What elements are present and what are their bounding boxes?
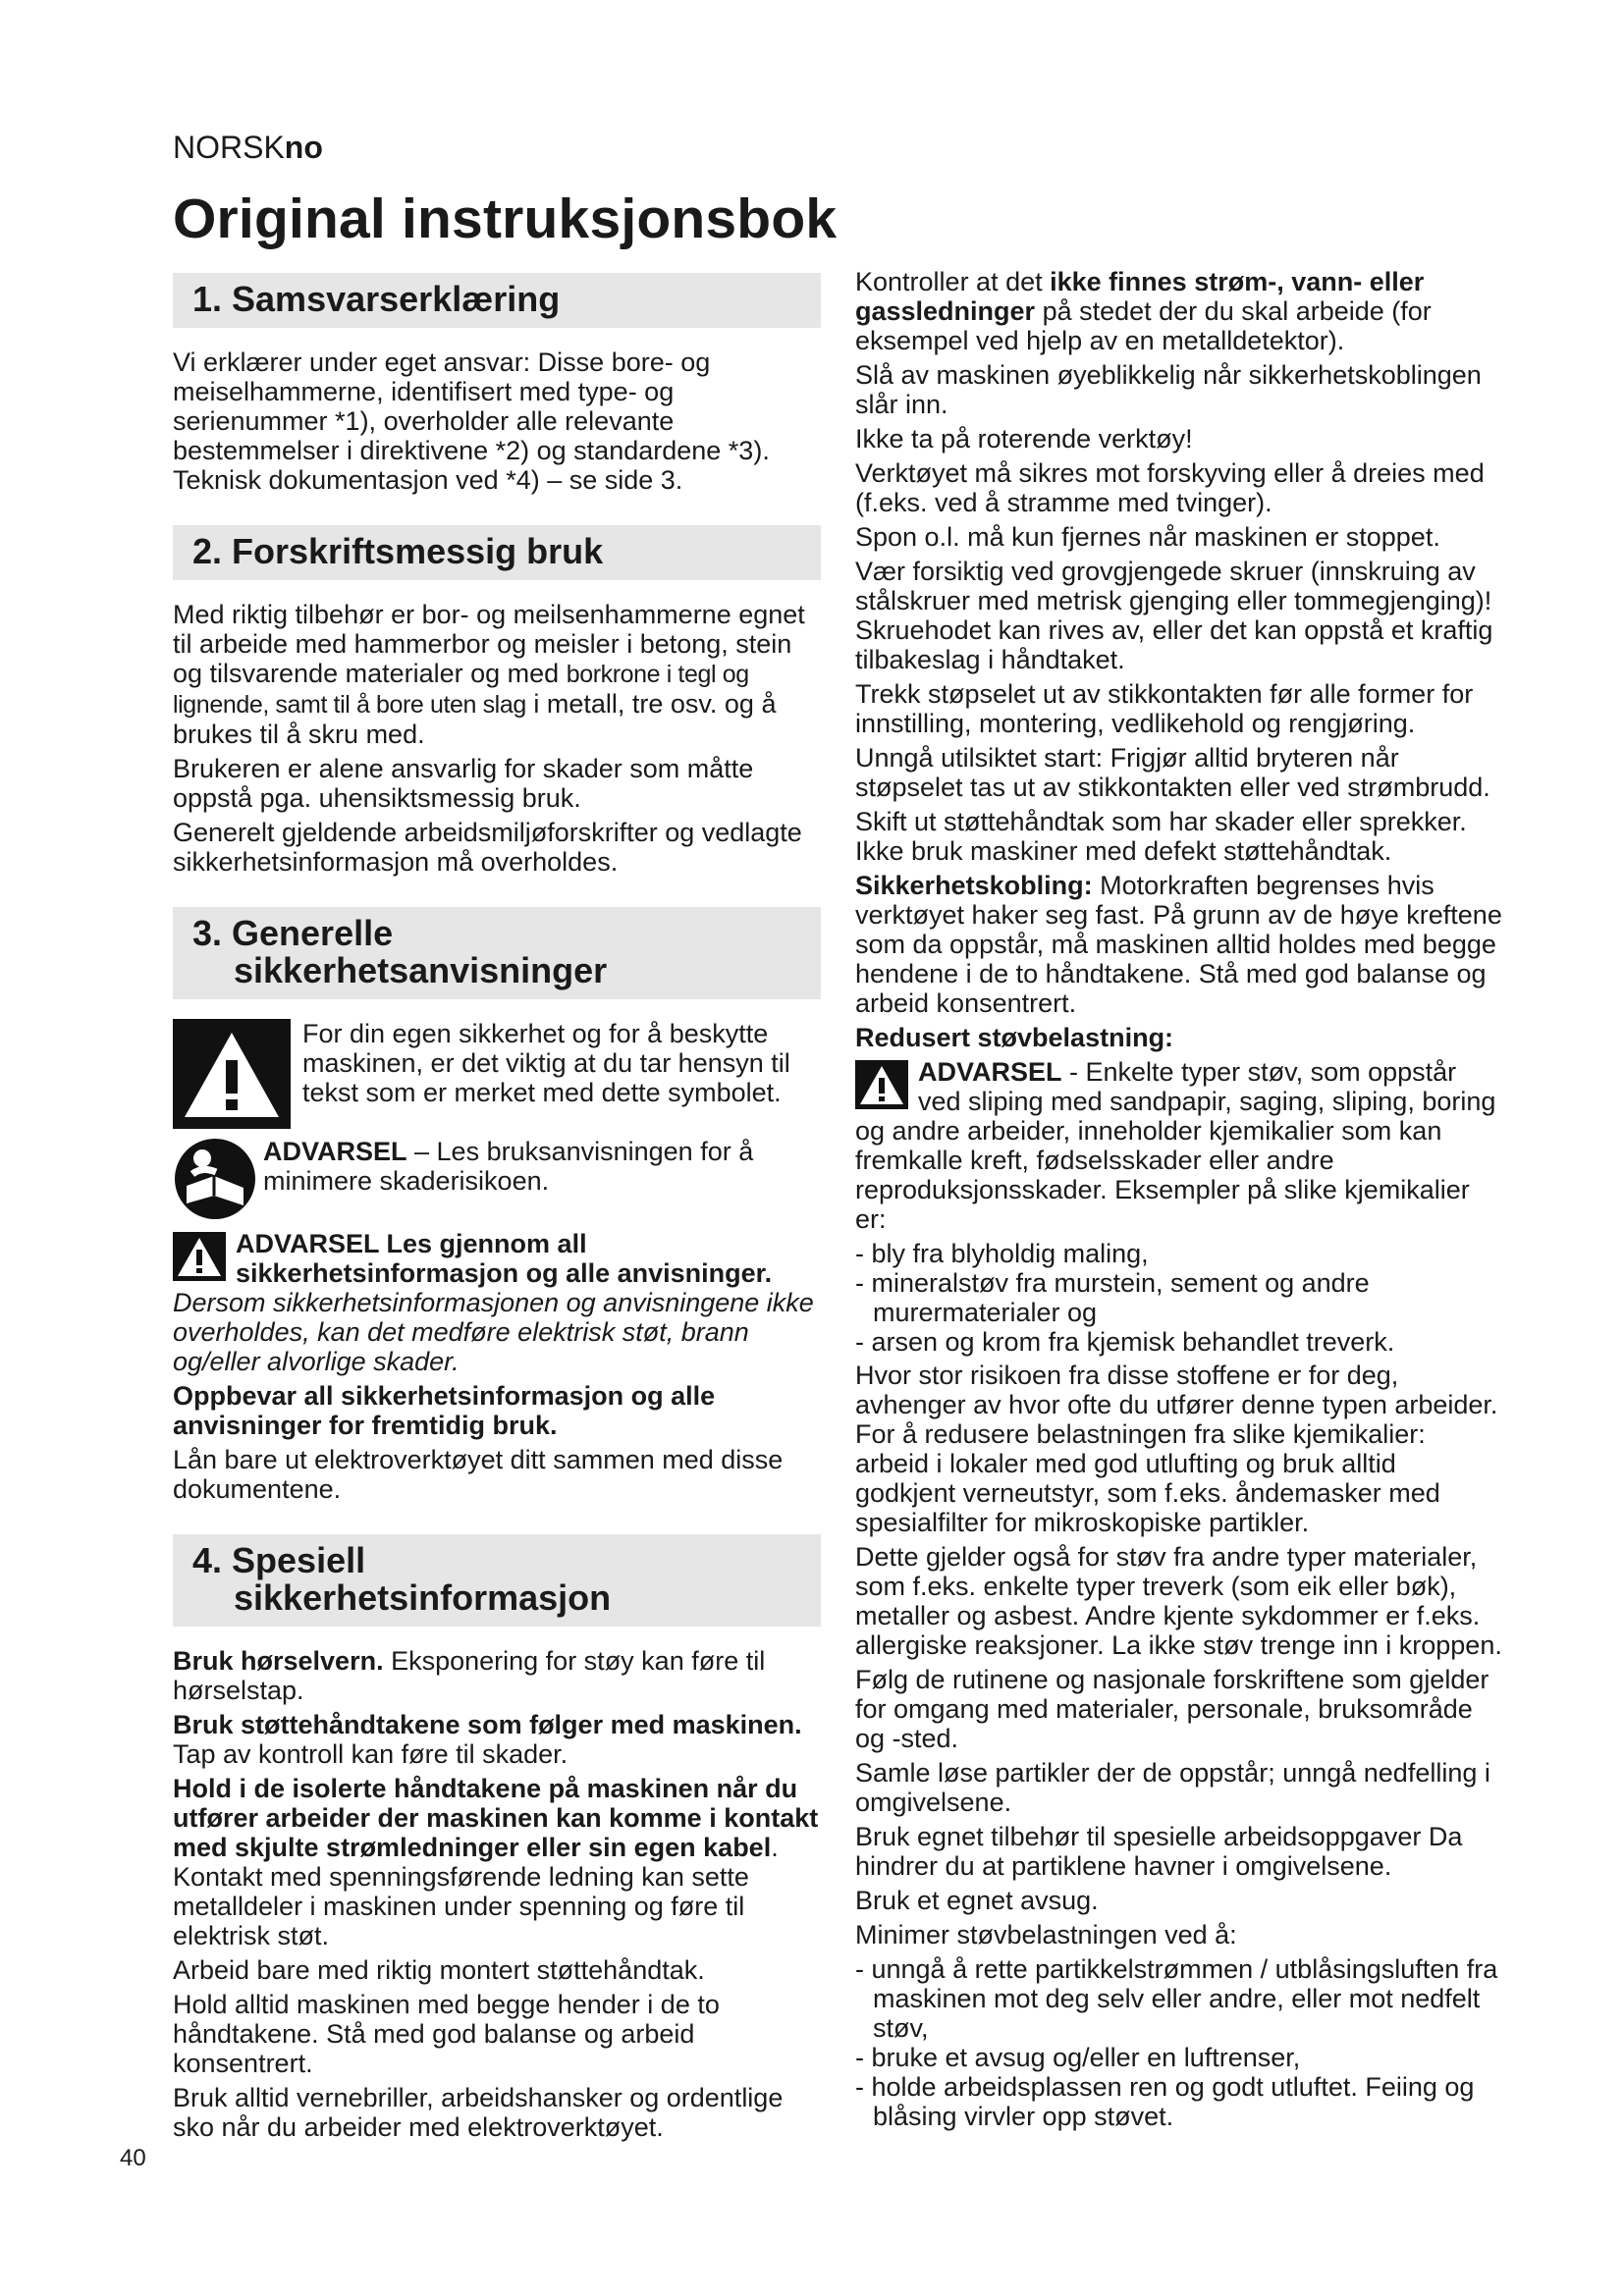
lend-tool-text: Lån bare ut elektroverktøyet ditt sammen med disse dokumentene. bbox=[173, 1445, 784, 1504]
general-warning-block bbox=[173, 1229, 821, 1381]
right-paragraph-16: Samle løse partikler der de oppstår; unngå nedfelling i omgivelsene. bbox=[855, 1758, 1490, 1817]
list-item: - bruke et avsug og/eller en luftrenser, bbox=[855, 2043, 1301, 2072]
dust-warning-text bbox=[855, 1057, 1503, 1234]
section-4-heading-line-1: 4. Spesiell bbox=[192, 1540, 366, 1580]
right-paragraph-17: Bruk egnet tilbehør til spesielle arbeidsoppgaver Da hindrer du at partiklene havner i omgivelsene. bbox=[855, 1822, 1463, 1881]
section-2-heading: 2. Forskriftsmessig bruk bbox=[173, 525, 821, 580]
right-paragraph-8: Unngå utilsiktet start: Frigjør alltid bryteren når støpselet tas ut av stikkontakten eller ved strømbrudd. bbox=[855, 743, 1490, 802]
right-paragraph-7: Trekk støpselet ut av stikkontakten før alle former for innstilling, montering, vedlikehold og rengjøring. bbox=[855, 679, 1474, 738]
reduced-dust-label: Redusert støvbelastning: bbox=[855, 1023, 1174, 1052]
section-4-paragraph-6: Bruk alltid vernebriller, arbeidshansker og ordentlige sko når du arbeider med elektroverktøyet. bbox=[173, 2083, 784, 2142]
safety-symbol-text: For din egen sikkerhet og for å beskytte maskinen, er det viktig at du tar hensyn til tekst som er merket med dette symbolet. bbox=[302, 1019, 790, 1107]
section-4-p3-bold: Hold i de isolerte håndtakene på maskinen når du utfører arbeider der maskinen kan komme i kontakt med skjulte strømledninger eller sin egen kabel bbox=[173, 1774, 819, 1862]
read-manual-warning-label: ADVARSEL bbox=[263, 1137, 407, 1166]
section-4-paragraph-4: Arbeid bare med riktig montert støttehåndtak. bbox=[173, 1955, 705, 1985]
read-manual-icon bbox=[173, 1137, 257, 1221]
keep-instructions-text bbox=[173, 1381, 821, 1440]
list-item: - bly fra blyholdig maling, bbox=[855, 1239, 1149, 1268]
dust-warning-block bbox=[855, 1057, 1503, 1239]
right-paragraph-6: Vær forsiktig ved grovgjengede skruer (innskruing av stålskruer med metrisk gjenging eller tommegjenging)! Skruehodet kan rives av, eller det kan oppstå et kraftig tilbakeslag i håndtaket. bbox=[855, 557, 1493, 674]
general-warning-text bbox=[173, 1229, 821, 1376]
section-4-heading-line-2: sikkerhetsinformasjon bbox=[234, 1577, 612, 1618]
right-paragraph-19: Minimer støvbelastningen ved å: bbox=[855, 1920, 1237, 1949]
section-2-paragraph-3: Generelt gjeldende arbeidsmiljøforskrifter og vedlagte sikkerhetsinformasjon må overholdes. bbox=[173, 818, 802, 877]
dust-warning-body: - Enkelte typer støv, som oppstår ved sliping med sandpapir, saging, sliping, boring og andre arbeider, inneholder kjemikalier som kan fremkalle kreft, fødselsskader eller andre reproduksjonsskader. Eksempler på slike kjemikalier er: bbox=[855, 1057, 1496, 1234]
section-2-paragraph-1 bbox=[173, 600, 821, 749]
dust-minimize-list bbox=[855, 1954, 1503, 2131]
general-warning-bold: ADVARSEL Les gjennom all sikkerhetsinformasjon og alle anvisninger. bbox=[236, 1229, 773, 1288]
right-paragraph-15: Følg de rutinene og nasjonale forskriftene som gjelder for omgang med materialer, personale, bruksområde og -sted. bbox=[855, 1665, 1489, 1753]
read-manual-warning-text: – Les bruksanvisningen for å minimere skaderisikoen. bbox=[263, 1137, 754, 1196]
safety-clutch-text: Motorkraften begrenses hvis verktøyet haker seg fast. På grunn av de høye kreftene som da oppstår, må maskinen alltid holdes med begge hendene i de to håndtakene. Stå med god balanse og arbeid konsentrert. bbox=[855, 871, 1502, 1018]
document-title: Original instruksjonsbok bbox=[173, 187, 838, 250]
read-manual-text bbox=[263, 1137, 821, 1196]
warning-triangle-small-icon bbox=[173, 1232, 226, 1281]
section-3-heading-line-1: 3. Generelle bbox=[192, 913, 394, 953]
safety-clutch-label: Sikkerhetskobling: bbox=[855, 871, 1093, 900]
warning-triangle-icon bbox=[173, 1019, 291, 1129]
list-item: - holde arbeidsplassen ren og godt utluftet. Feiing og blåsing virvler opp støvet. bbox=[855, 2072, 1475, 2131]
right-paragraph-9: Skift ut støttehåndtak som har skader eller sprekker. Ikke bruk maskiner med defekt støttehåndtak. bbox=[855, 807, 1467, 866]
section-4-p1-bold: Bruk hørselvern. bbox=[173, 1646, 384, 1676]
section-4-p3-text: . Kontakt med spenningsførende ledning kan sette metalldeler i maskinen under spenning og føre til elektrisk støt. bbox=[173, 1833, 779, 1950]
section-3-heading-line-2: sikkerhetsanvisninger bbox=[234, 950, 608, 990]
right-p1-part-b: på stedet der du skal arbeide (for eksempel ved hjelp av en metalldetektor). bbox=[855, 296, 1432, 355]
list-item: - arsen og krom fra kjemisk behandlet treverk. bbox=[855, 1327, 1395, 1357]
section-4-p2-text: Tap av kontroll kan føre til skader. bbox=[173, 1739, 568, 1769]
section-4-p1-text: Eksponering for støy kan føre til hørselstap. bbox=[173, 1646, 766, 1705]
right-paragraph-10 bbox=[855, 871, 1503, 1018]
section-4-paragraph-5: Hold alltid maskinen med begge hender i de to håndtakene. Stå med god balanse og arbeid konsentrert. bbox=[173, 1990, 720, 2078]
language-name: NORSK bbox=[173, 130, 285, 165]
right-paragraph-18: Bruk et egnet avsug. bbox=[855, 1886, 1099, 1915]
section-3-heading bbox=[173, 907, 821, 999]
chemical-list bbox=[855, 1239, 1503, 1357]
section-4-paragraph-3 bbox=[173, 1774, 821, 1950]
section-1-text: Vi erklærer under eget ansvar: Disse bore- og meiselhammerne, identifisert med type- og serienummer *1), overholder alle relevante bestemmelser i direktivene *2) og standardene *3). Teknisk dokumentasjon ved *4) – se side 3. bbox=[173, 347, 770, 495]
right-p1-bold: ikke finnes strøm-, vann- eller gassledninger bbox=[855, 267, 1425, 326]
section-2-p1-part-a: Med riktig tilbehør er bor- og meilsenhammerne egnet til arbeide med hammerbor og meisler i betong, stein og tilsvarende materialer og med bbox=[173, 600, 805, 688]
dust-warning-icon bbox=[855, 1060, 908, 1109]
left-column bbox=[173, 273, 821, 2147]
section-2-paragraph-2: Brukeren er alene ansvarlig for skader som måtte oppstå pga. uhensiktsmessig bruk. bbox=[173, 754, 754, 813]
section-2-p1-part-b: borkrone i tegl og lignende, samt til å bore uten slag bbox=[173, 661, 749, 719]
language-code: no bbox=[284, 130, 323, 165]
section-2-p1-part-c: i metall, tre osv. og å brukes til å skru med. bbox=[173, 689, 777, 749]
section-4-p2-bold: Bruk støttehåndtakene som følger med maskinen. bbox=[173, 1710, 802, 1739]
right-paragraph-5: Spon o.l. må kun fjernes når maskinen er stoppet. bbox=[855, 522, 1440, 552]
keep-instructions-bold: Oppbevar all sikkerhetsinformasjon og alle anvisninger for fremtidig bruk. bbox=[173, 1381, 716, 1440]
right-column bbox=[855, 267, 1503, 2135]
right-paragraph-3: Ikke ta på roterende verktøy! bbox=[855, 424, 1193, 454]
right-p1-part-a: Kontroller at det bbox=[855, 267, 1051, 296]
safety-symbol-row bbox=[173, 1019, 821, 1129]
right-paragraph-13: Hvor stor risikoen fra disse stoffene er for deg, avhenger av hvor ofte du utfører denne typen arbeider. For å redusere belastningen fra slike kjemikalier: arbeid i lokaler med god utlufting og bruk alltid godkjent verneutstyr, som f.eks. åndemasker med spesialfilter for mikroskopiske partikler. bbox=[855, 1361, 1498, 1537]
right-paragraph-4: Verktøyet må sikres mot forskyving eller å dreies med (f.eks. ved å stramme med tvinger). bbox=[855, 458, 1485, 517]
list-item: - mineralstøv fra murstein, sement og andre murermaterialer og bbox=[855, 1268, 1370, 1327]
dust-warning-label: ADVARSEL bbox=[918, 1057, 1062, 1087]
right-paragraph-1 bbox=[855, 267, 1503, 355]
language-label bbox=[173, 130, 323, 166]
list-item: - unngå å rette partikkelstrømmen / utblåsingsluften fra maskinen mot deg selv eller andre, eller mot nedfelt støv, bbox=[855, 1954, 1498, 2043]
reduced-dust-heading bbox=[855, 1023, 1503, 1052]
section-4-heading bbox=[173, 1534, 821, 1627]
right-paragraph-14: Dette gjelder også for støv fra andre typer materialer, som f.eks. enkelte typer treverk (som eik eller bøk), metaller og asbest. Andre kjente sykdommer er f.eks. allergiske reaksjoner. La ikke støv trenge inn i kroppen. bbox=[855, 1542, 1502, 1660]
right-paragraph-2: Slå av maskinen øyeblikkelig når sikkerhetskoblingen slår inn. bbox=[855, 360, 1482, 419]
section-4-paragraph-1 bbox=[173, 1646, 821, 1705]
section-4-paragraph-2 bbox=[173, 1710, 821, 1769]
section-1-heading: 1. Samsvarserklæring bbox=[173, 273, 821, 328]
page-number: 40 bbox=[120, 2145, 146, 2171]
general-warning-italic: Dersom sikkerhetsinformasjonen og anvisningene ikke overholdes, kan det medføre elektrisk støt, brann og/eller alvorlige skader. bbox=[173, 1288, 814, 1376]
read-manual-row bbox=[173, 1137, 821, 1221]
